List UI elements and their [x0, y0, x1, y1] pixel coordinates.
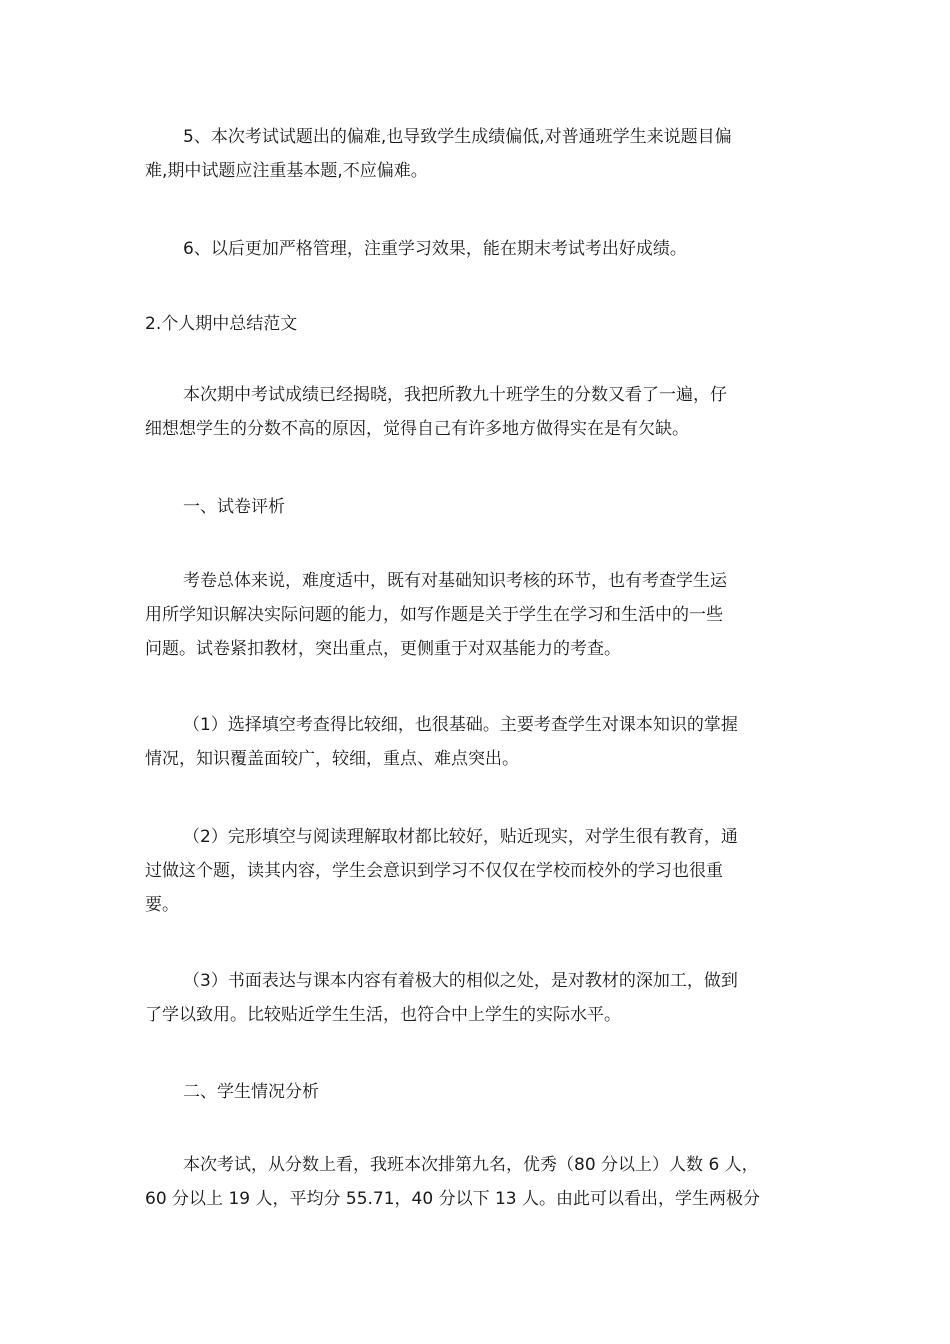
- paragraph-score-analysis: [145, 1148, 810, 1216]
- text-line: 用所学知识解决实际问题的能力，如写作题是关于学生在学习和生活中的一些: [145, 605, 723, 625]
- text-line: 问题。试卷紧扣教材，突出重点，更侧重于对双基能力的考查。: [145, 639, 621, 659]
- paragraph-item-5: [145, 120, 810, 188]
- text-line: 难,期中试题应注重基本题,不应偏难。: [145, 161, 428, 181]
- section-heading-student-analysis: [145, 1075, 810, 1109]
- section-heading-summary: [145, 307, 810, 341]
- text-line: 6、以后更加严格管理，注重学习效果，能在期末考试考出好成绩。: [183, 239, 687, 259]
- heading-text: 2.个人期中总结范文: [145, 314, 298, 334]
- text-line: （3）书面表达与课本内容有着极大的相似之处，是对教材的深加工，做到: [183, 971, 738, 991]
- paragraph-exam-overview: [145, 564, 810, 666]
- text-line: （1）选择填空考查得比较细，也很基础。主要考查学生对课本知识的掌握: [183, 715, 738, 735]
- text-line: （2）完形填空与阅读理解取材都比较好，贴近现实，对学生很有教育，通: [183, 827, 738, 847]
- text-line: 情况，知识覆盖面较广，较细，重点、难点突出。: [145, 749, 519, 769]
- paragraph-point-2: [145, 820, 810, 922]
- paragraph-point-3: [145, 964, 810, 1032]
- paragraph-item-6: [145, 232, 810, 266]
- text-line: 细想想学生的分数不高的原因，觉得自己有许多地方做得实在是有欠缺。: [145, 419, 689, 439]
- heading-text: 一、试卷评析: [183, 497, 285, 517]
- section-heading-exam-review: [145, 490, 810, 524]
- text-line: 本次考试，从分数上看，我班本次排第九名，优秀（80 分以上）人数 6 人，: [183, 1155, 759, 1175]
- text-line: 5、本次考试试题出的偏难,也导致学生成绩偏低,对普通班学生来说题目偏: [183, 127, 732, 147]
- heading-text: 二、学生情况分析: [183, 1082, 319, 1102]
- text-line: 了学以致用。比较贴近学生生活，也符合中上学生的实际水平。: [145, 1005, 621, 1025]
- paragraph-point-1: [145, 708, 810, 776]
- paragraph-intro: [145, 378, 810, 446]
- text-line: 60 分以上 19 人，平均分 55.71，40 分以下 13 人。由此可以看出，学生两极分: [145, 1189, 761, 1209]
- text-line: 过做这个题，读其内容，学生会意识到学习不仅仅在学校而校外的学习也很重: [145, 861, 723, 881]
- text-line: 要。: [145, 895, 179, 915]
- text-line: 考卷总体来说，难度适中，既有对基础知识考核的环节，也有考查学生运: [183, 571, 727, 591]
- text-line: 本次期中考试成绩已经揭晓，我把所教九十班学生的分数又看了一遍，仔: [183, 385, 727, 405]
